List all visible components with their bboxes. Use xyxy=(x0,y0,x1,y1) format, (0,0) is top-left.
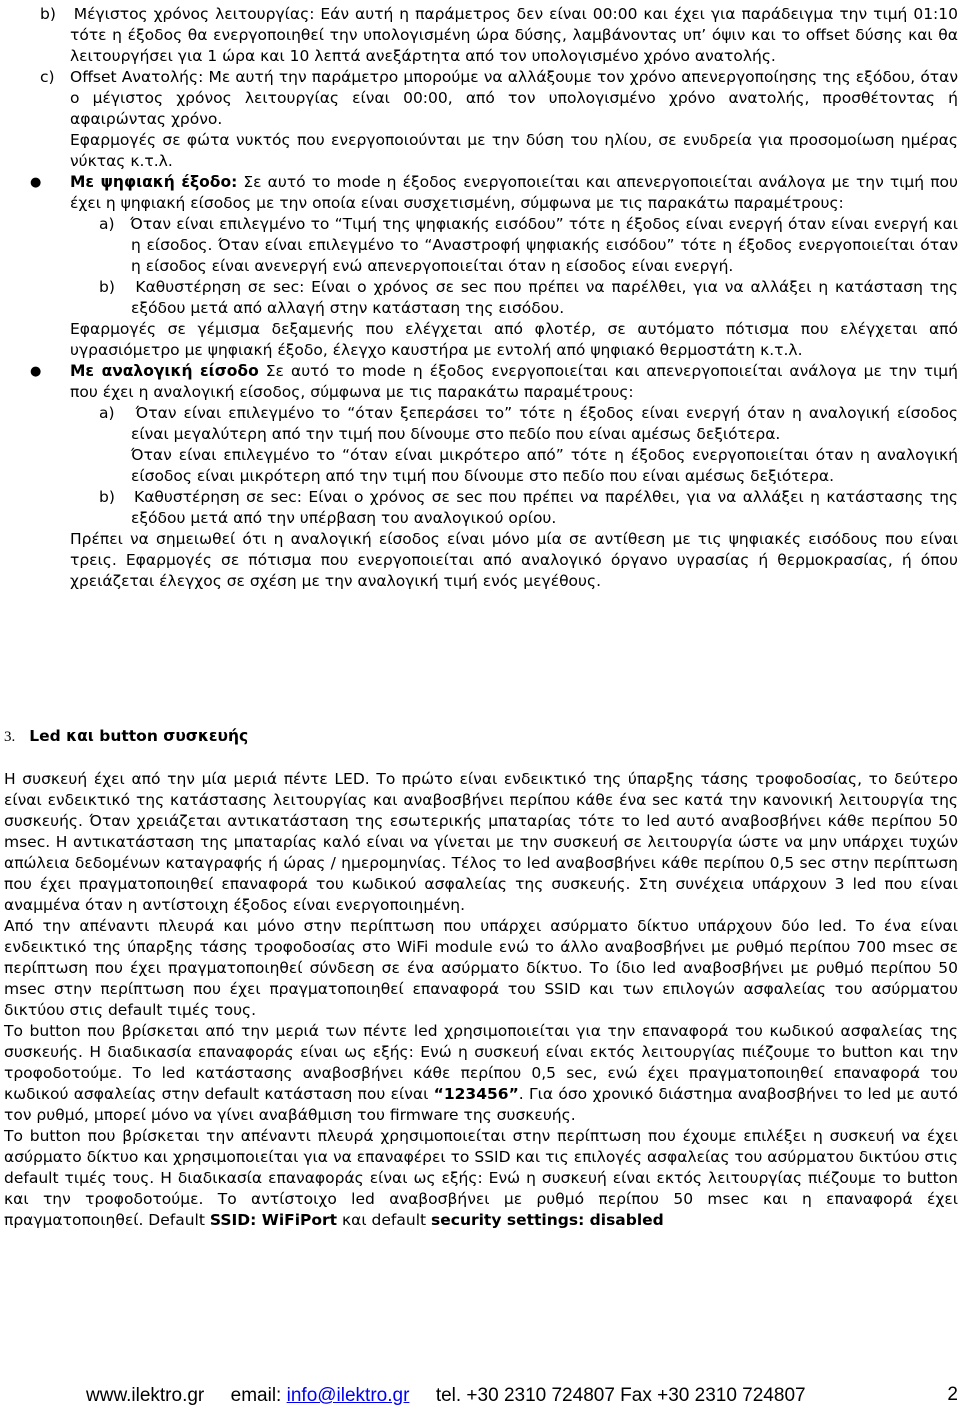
analog-param-a-cont: Όταν είναι επιλεγμένο το “όταν είναι μικρότερο από” τότε η έξοδος ενεργοποιείται όταν η αναλογική είσοδος είναι μικρότερη από την τιμή που δίνουμε στο πεδίο που είναι αμέσως δεξιότερα. xyxy=(131,446,958,485)
analog-input-text: Σε αυτό το mode η έξοδος ενεργοποιείται και απενεργοποιείται ανάλογα με την τιμή που έχει η αναλογική είσοδος, σύμφωνα με τις παρακάτω παραμέτρους: xyxy=(70,362,958,401)
param-c-label: c) xyxy=(40,68,55,86)
footer-website: www.ilektro.gr xyxy=(86,1385,205,1406)
default-ssid: SSID: WiFiPort xyxy=(209,1211,338,1229)
default-password: “123456” xyxy=(433,1085,519,1103)
analog-param-b-label: b) xyxy=(99,488,115,506)
led-paragraph-1: Η συσκευή έχει από την μία μεριά πέντε LED. Το πρώτο είναι ενδεικτικό της ύπαρξης τάσης τροφοδοσίας, το δεύτερο είναι ενδεικτικό της κατάστασης λειτουργίας και αναβοσβήνει περίπου κάθε ένα sec κατά την κανονική λειτουργία της συσκευής. Όταν χρειάζεται αντικατάσταση της εσωτερικής μπαταρίας τότε το led αυτό αναβοσβήνει κάθε περίπου 50 msec. Η αντικατάσταση της μπαταρίας καλό είναι να γίνεται με την συσκευή σε λειτουργία ώστε να μην υπάρχει τυχών απώλεια δεδομένων καταγραφής ή ώρας / ημερομηνίας. Τέλος το led αναβοσβήνει κάθε περίπου 0,5 sec στην περίπτωση που έχει πραγματοποιηθεί επαναφορά του κωδικού ασφαλείας της συσκευής. Στη συνέχεια υπάρχουν 3 led που είναι αναμμένα όταν η αντίστοιχη έξοδος είναι ενεργοποιημένη. xyxy=(4,770,958,914)
digital-output-text: Σε αυτό το mode η έξοδος ενεργοποιείται και απενεργοποιείται ανάλογα με την τιμή που έχει η ψηφιακή είσοδος με την οποία είναι συσχετισμένη, σύμφωνα με τις παρακάτω παραμέτρους: xyxy=(70,173,958,212)
analog-param-a-text: Όταν είναι επιλεγμένο το “όταν ξεπεράσει το” τότε η έξοδος είναι ενεργή όταν η αναλογική είσοδος είναι μεγαλύτερη από την τιμή που δίνουμε στο πεδίο που είναι αμέσως δεξιότερα. xyxy=(131,404,959,443)
button-p2-text: Το button που βρίσκεται την απέναντι πλευρά χρησιμοποιείται στην περίπτωση που έχουμε επιλέξει η συσκευή να έχει ασύρματο δίκτυο και χρησιμοποιείται για να επαναφέρει το SSID και τις επιλογές ασφαλείας του ασύρματου δικτύου στις default τιμές τους. Η διαδικασία επαναφοράς είναι ως εξής: Ενώ η συσκευή είναι εκτός λειτουργίας πιέζουμε το button και την τροφοδοτούμε. Το αντίστοιχο led αναβοσβήνει με ρυθμό περίπου 50 msec και η επαναφορά έχει πραγματοποιηθεί. Default xyxy=(4,1127,958,1229)
footer-email-link[interactable]: info@ilektro.gr xyxy=(286,1385,410,1406)
button-paragraph-2 xyxy=(4,1126,958,1231)
footer-email-label: email: xyxy=(230,1385,282,1406)
analog-param-b-text: Καθυστέρηση σε sec: Είναι ο χρόνος σε sec που πρέπει να παρέλθει, για να αλλάξει η κατάστασης της εξόδου μετά από την υπέρβαση του αναλογικού ορίου. xyxy=(131,488,958,527)
button-paragraph-1 xyxy=(4,1021,958,1126)
applications-night-lights: Εφαρμογές σε φώτα νυκτός που ενεργοποιούνται με την δύση του ηλίου, σε ενυδρεία για προσομοίωση ημέρας νύκτας κ.τ.λ. xyxy=(70,131,958,170)
param-b-text: Μέγιστος χρόνος λειτουργίας: Εάν αυτή η παράμετρος δεν είναι 00:00 και έχει για παράδειγμα την τιμή 01:10 τότε η έξοδος θα ενεργοποιηθεί την υπολογισμένη ώρα δύσης, λαμβάνοντας υπ’ όψιν και το offset δύσης και θα λειτουργήσει για 1 ώρα και 10 λεπτά ανεξάρτητα από τον υπολογισμένο χρόνο ανατολής. xyxy=(70,5,958,65)
page-number: 2 xyxy=(947,1384,958,1405)
analog-param-b xyxy=(4,487,958,529)
bullet-icon: ● xyxy=(30,175,42,190)
param-c-text: Offset Ανατολής: Με αυτή την παράμετρο μπορούμε να αλλάξουμε τον χρόνο απενεργοποίησης της εξόδου, όταν ο μέγιστος χρόνος λειτουργίας είναι 00:00, από τον υπολογισμένο χρόνο ανατολής, προσθέτοντας ή αφαιρώντας χρόνο. xyxy=(70,68,959,128)
digital-param-a-label: a) xyxy=(99,215,115,233)
default-security: security settings: disabled xyxy=(431,1211,664,1229)
section-number: 3. xyxy=(4,729,16,745)
button-p1-text-end: . Για όσο χρονικό διάστημα αναβοσβήνει το led με αυτό τον ρυθμό, μπορεί μόνο να γίνει αναβάθμιση του firmware της συσκευής. xyxy=(4,1085,959,1124)
button-p2-mid: και default xyxy=(337,1211,432,1229)
upper-section xyxy=(4,4,958,592)
digital-param-a xyxy=(4,214,958,277)
analog-note: Πρέπει να σημειωθεί ότι η αναλογική είσοδος είναι μόνο μία σε αντίθεση με τις ψηφιακές εισόδους που είναι τρεις. Εφαρμογές σε πότισμα που ενεργοποιείται από αναλογικό όργανο υγρασίας ή θερμοκρασίας, ή όπου χρειάζεται έλεγχος σε σχέση με την αναλογική τιμή ενός μεγέθους. xyxy=(70,530,958,590)
digital-param-a-text: Όταν είναι επιλεγμένο το “Τιμή της ψηφιακής εισόδου” τότε η έξοδος είναι ενεργή όταν είναι ενεργή και η είσοδος. Όταν είναι επιλεγμένο το “Αναστροφή ψηφιακής εισόδου” τότε η έξοδος ενεργοποιείται όταν η είσοδος είναι ανενεργή ενώ απενεργοποιείται όταν η είσοδος είναι ενεργή. xyxy=(130,215,959,275)
digital-param-b-label: b) xyxy=(99,278,115,296)
digital-param-b-text: Καθυστέρηση σε sec: Είναι ο χρόνος σε sec που πρέπει να παρέλθει, για να αλλάξει η κατάσταση της εξόδου μετά από αλλαγή στην κατάσταση της εισόδου. xyxy=(131,278,959,317)
section-title: Led και button συσκευής xyxy=(29,727,249,745)
analog-param-a xyxy=(4,403,958,445)
digital-output-bullet xyxy=(4,172,958,214)
bullet-icon: ● xyxy=(30,364,42,379)
section-heading xyxy=(4,726,248,748)
led-button-section xyxy=(4,769,958,1231)
led-paragraph-2: Από την απέναντι πλευρά και μόνο στην περίπτωση που υπάρχει ασύρματο δίκτυο υπάρχουν δύο led. Το ένα είναι ενδεικτικό της ύπαρξης τάσης τροφοδοσίας στο WiFi module ενώ το άλλο αναβοσβήνει με ρυθμό περίπου 700 msec σε περίπτωση που έχει πραγματοποιηθεί σύνδεση σε ένα ασύρματο δίκτυο. Το ίδιο led αναβοσβήνει με ρυθμό περίπου 50 msec στην περίπτωση που έχει πραγματοποιηθεί επαναφορά του SSID και των επιλογών ασφαλείας του ασύρματου δικτύου στις default τιμές τους. xyxy=(4,917,958,1019)
page-footer xyxy=(86,1384,960,1408)
param-c-sunrise-offset xyxy=(4,67,958,130)
footer-phone: tel. +30 2310 724807 Fax +30 2310 724807 xyxy=(435,1385,806,1406)
digital-applications: Εφαρμογές σε γέμισμα δεξαμενής που ελέγχεται από φλοτέρ, σε αυτόματο πότισμα που ελέγχεται από υγρασιόμετρο με ψηφιακή έξοδο, έλεγχο καυστήρα με εντολή από ψηφιακό θερμοστάτη κ.τ.λ. xyxy=(70,320,958,359)
digital-output-lead: Με ψηφιακή έξοδο: xyxy=(70,173,238,191)
button-p1-text: Το button που βρίσκεται από την μεριά των πέντε led χρησιμοποιείται για την επαναφορά του κωδικού ασφαλείας της συσκευής. Η διαδικασία επαναφοράς είναι ως εξής: Ενώ η συσκευή είναι εκτός λειτουργίας πιέζουμε το button και την τροφοδοτούμε. Το led κατάστασης αναβοσβήνει κάθε περίπου 0,5 sec, ενώ έχει πραγματοποιηθεί επαναφορά του κωδικού ασφαλείας στην default κατάσταση που είναι xyxy=(4,1022,958,1103)
digital-param-b xyxy=(4,277,958,319)
analog-input-lead: Με αναλογική είσοδο xyxy=(70,362,259,380)
analog-input-bullet xyxy=(4,361,958,403)
param-b-sunset xyxy=(4,4,958,67)
param-b-label: b) xyxy=(40,5,56,23)
analog-param-a-label: a) xyxy=(99,404,115,422)
